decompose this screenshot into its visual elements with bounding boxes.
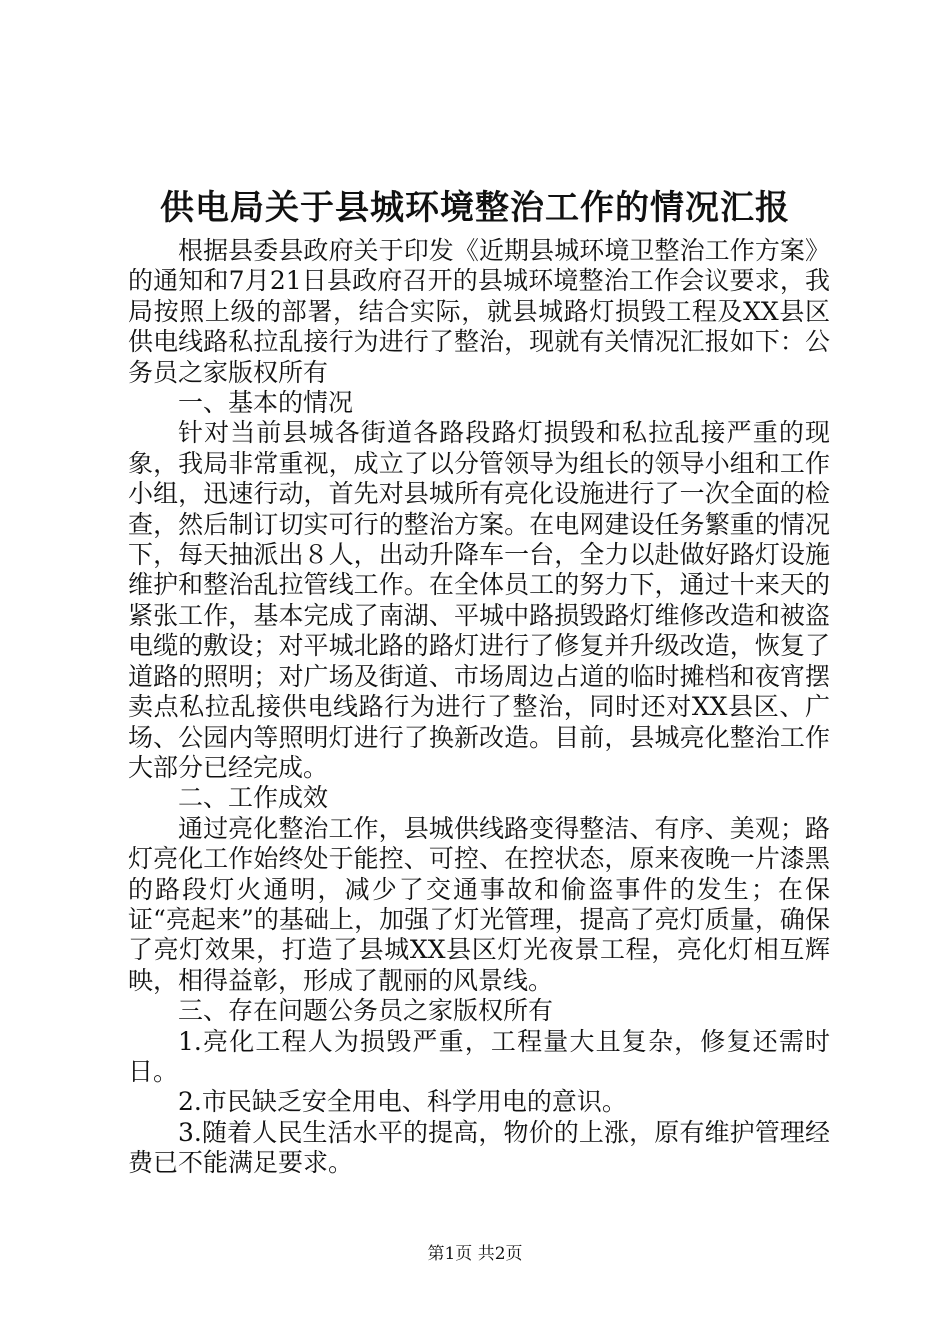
page-number: 第1页 共2页: [427, 1244, 523, 1264]
problem-item-2: 2.市民缺乏安全用电、科学用电的意识。: [178, 1087, 627, 1117]
document-title: 供电局关于县城环境整治工作的情况汇报: [160, 188, 790, 228]
section-heading-problems: 三、存在问题公务员之家版权所有: [178, 996, 554, 1026]
section-heading-basic-situation: 一、基本的情况: [178, 388, 354, 418]
problem-item-1: 1.亮化工程人为损毁严重，工程量大且复杂，修复还需时日。: [128, 1026, 830, 1086]
problem-item-3: 3.随着人民生活水平的提高，物价的上涨，原有维护管理经费已不能满足要求。: [128, 1117, 830, 1178]
paragraph-intro: 根据县委县政府关于印发《近期县城环境卫整治工作方案》的通知和7月21日县政府召开的县城环境整治工作会议要求，我局按照上级的部署，结合实际，就县城路灯损毁工程及XX县区供电线路私拉乱接行为进行了整治，现就有关情况汇报如下：公务员之家版权所有: [128, 236, 830, 387]
paragraph-basic-situation: 针对当前县城各街道各路段路灯损毁和私拉乱接严重的现象，我局非常重视，成立了以分管领导为组长的领导小组和工作小组，迅速行动，首先对县城所有亮化设施进行了一次全面的检查，然后制订切实可行的整治方案。在电网建设任务繁重的情况下，每天抽派出８人，出动升降车一台，全力以赴做好路灯设施维护和整治乱拉管线工作。在全体员工的努力下，通过十来天的紧张工作，基本完成了南湖、平城中路损毁路灯维修改造和被盗电缆的敷设；对平城北路的路灯进行了修复并升级改造，恢复了道路的照明；对广场及街道、市场周边占道的临时摊档和夜宵摆卖点私拉乱接供电线路行为进行了整治，同时还对XX县区、广场、公园内等照明灯进行了换新改造。目前，县城亮化整治工作大部分已经完成。: [128, 418, 830, 782]
document-body: [128, 236, 830, 1179]
section-heading-results: 二、工作成效: [178, 783, 329, 813]
paragraph-results: 通过亮化整治工作，县城供线路变得整洁、有序、美观；路灯亮化工作始终处于能控、可控、在控状态，原来夜晚一片漆黑的路段灯火通明，减少了交通事故和偷盗事件的发生；在保证“亮起来”的基础上，加强了灯光管理，提高了亮灯质量，确保了亮灯效果，打造了县城XX县区灯光夜景工程，亮化灯相互辉映，相得益彰，形成了靓丽的风景线。: [128, 813, 830, 995]
